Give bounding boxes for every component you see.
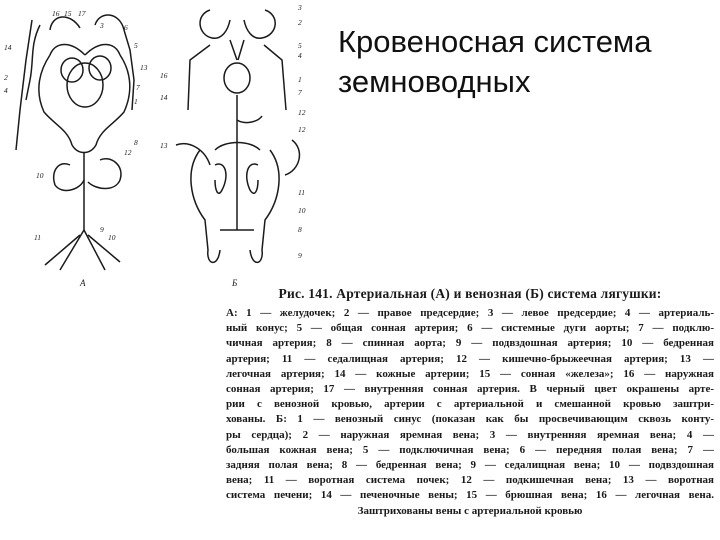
label-number: 3 xyxy=(298,3,302,12)
venous-system-diagram xyxy=(176,10,299,262)
label-number: 9 xyxy=(298,251,302,260)
label-number: 5 xyxy=(134,41,138,50)
caption-line: артерия; 11 — седалищная артерия; 12 — кишечно-брыжеечная артерия; 13 — xyxy=(226,352,714,365)
label-number: 6 xyxy=(124,23,128,32)
figure-label-b: Б xyxy=(232,278,238,288)
caption-line: большая кожная вена; 5 — подключичная вена; 6 — передняя полая вена; 7 — xyxy=(226,443,714,456)
caption-line: система печени; 14 — печеночные вены; 15 — брюшная вена; 16 — легочная вена. xyxy=(226,489,714,502)
circulatory-system-figure xyxy=(0,0,335,300)
slide-title-line-2: земноводных xyxy=(338,64,531,99)
label-number: 9 xyxy=(100,225,104,234)
label-number: 2 xyxy=(4,73,8,82)
label-number: 14 xyxy=(160,93,168,102)
label-number: 10 xyxy=(298,206,306,215)
caption-line: легочная артерия; 14 — кожные артерии; 15 — сонная «железа»; 16 — наружная xyxy=(226,367,714,380)
label-number: 17 xyxy=(78,9,86,18)
label-number: 3 xyxy=(100,21,104,30)
slide-title-line-1: Кровеносная система xyxy=(338,24,652,59)
label-number: 10 xyxy=(36,171,44,180)
label-number: 1 xyxy=(298,75,302,84)
caption-line: рии с венозной кровью, артерии с артериальной и смешанной кровью заштри- xyxy=(226,398,714,411)
caption-line: Заштрихованы вены с артериальной кровью xyxy=(357,504,583,517)
label-number: 11 xyxy=(34,233,41,242)
caption-line: ры сердца); 2 — наружная яремная вена; 3 — внутренняя яремная вена; 4 — xyxy=(226,428,714,441)
label-number: 12 xyxy=(298,108,306,117)
figure-label-a: А xyxy=(80,278,86,288)
label-number: 11 xyxy=(298,188,305,197)
label-number: 7 xyxy=(298,88,302,97)
caption-line: чичная артерия; 8 — спинная аорта; 9 — подвздошная артерия; 10 — бедренная xyxy=(226,337,714,350)
caption-line: хованы. Б: 1 — венозный синус (показан как бы просвечивающим сквозь конту- xyxy=(226,413,714,426)
caption-line: сонная артерия; 17 — внутренняя сонная артерия. В черный цвет окрашены арте- xyxy=(226,383,714,396)
label-number: 13 xyxy=(160,141,168,150)
label-number: 8 xyxy=(298,225,302,234)
arterial-system-diagram xyxy=(16,15,134,270)
label-number: 1 xyxy=(134,97,138,106)
label-number: 5 xyxy=(298,41,302,50)
label-number: 16 xyxy=(160,71,168,80)
figure-caption xyxy=(226,286,714,519)
caption-line: задняя полая вена; 8 — бедренная вена; 9 — седалищная вена; 10 — подвздошная xyxy=(226,459,714,472)
label-number: 15 xyxy=(64,9,72,18)
caption-line: вена; 11 — воротная система почек; 12 — подкишечная вена; 13 — воротная xyxy=(226,474,714,487)
label-number: 2 xyxy=(298,18,302,27)
label-number: 12 xyxy=(298,125,306,134)
label-number: 7 xyxy=(136,83,140,92)
caption-heading: Рис. 141. Артериальная (А) и венозная (Б) система лягушки: xyxy=(278,286,662,301)
slide-title xyxy=(338,22,708,102)
label-number: 10 xyxy=(108,233,116,242)
label-number: 4 xyxy=(4,86,8,95)
caption-line: ный конус; 5 — общая сонная артерия; 6 — системные дуги аорты; 7 — подклю- xyxy=(226,322,714,335)
caption-line: А: 1 — желудочек; 2 — правое предсердие; 3 — левое предсердие; 4 — артериаль- xyxy=(226,307,714,319)
label-number: 12 xyxy=(124,148,132,157)
label-number: 16 xyxy=(52,9,60,18)
label-number: 13 xyxy=(140,63,148,72)
label-number: 8 xyxy=(134,138,138,147)
label-number: 14 xyxy=(4,43,12,52)
label-number: 4 xyxy=(298,51,302,60)
